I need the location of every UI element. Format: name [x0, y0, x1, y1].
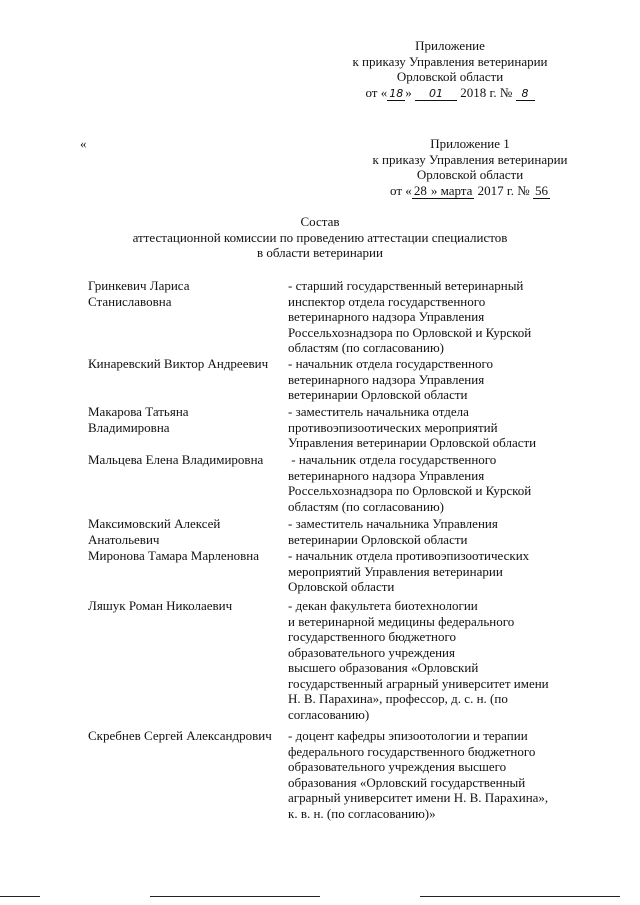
appendix-label-1: Приложение 1: [430, 136, 510, 151]
member-name: Кинаревский Виктор Андреевич: [88, 356, 269, 371]
member-position: - начальник отдела государственного ветеринарного надзора Управления ветеринарии Орловской области: [288, 356, 494, 402]
date-prefix-2: от «: [390, 182, 412, 198]
member-position: - начальник отдела государственного ветеринарного надзора Управления Россельхознадзора по Орловской и Курской областям (по согласованию): [288, 452, 532, 514]
member-name: Миронова Тамара Марленовна: [88, 548, 260, 563]
member-name: Макарова Татьяна Владимировна: [88, 404, 189, 435]
member-name: Мальцева Елена Владимировна: [88, 452, 264, 467]
document-title: [0, 214, 640, 261]
title-line-2: аттестационной комиссии по проведению аттестации специалистов: [132, 229, 508, 245]
scan-edge-line-right: [420, 896, 620, 897]
order-day-2: 28: [413, 182, 427, 198]
appendix-header-current: [330, 38, 570, 101]
member-position: - начальник отдела противоэпизоотических мероприятий Управления ветеринарии Орловской области: [288, 548, 530, 594]
member-position: - заместитель начальника отдела противоэпизоотических мероприятий Управления ветеринарии Орловской области: [288, 404, 537, 450]
member-name: Скребнев Сергей Александрович: [88, 728, 272, 743]
order-date-line-2: [350, 183, 590, 199]
member-name: Максимовский Алексей Анатольевич: [88, 516, 221, 547]
order-year-2: 2017 г. №: [477, 182, 530, 198]
handwritten-month: 01: [415, 87, 457, 101]
member-position: - старший государственный ветеринарный инспектор отдела государственного ветеринарного надзора Управления Россельхознадзора по Орловской и Курской областям (по согласованию): [288, 278, 532, 355]
member-name: Ляшук Роман Николаевич: [88, 598, 233, 613]
handwritten-order-number: 8: [516, 87, 535, 101]
scan-edge-line-middle: [150, 896, 320, 897]
order-number-2: 56: [534, 182, 548, 198]
handwritten-day: 18: [389, 86, 404, 100]
member-name: Гринкевич Лариса Станиславовна: [88, 278, 190, 309]
region-name-2: Орловской области: [416, 167, 524, 182]
date-mid: »: [405, 84, 412, 100]
opening-quote: «: [80, 136, 87, 151]
title-line-1: Состав: [300, 214, 340, 229]
appendix-header-original: [350, 136, 590, 198]
title-line-3: в области ветеринарии: [257, 245, 383, 260]
region-name: Орловской области: [396, 69, 504, 84]
appendix-label: Приложение: [415, 38, 485, 53]
member-position: - заместитель начальника Управления ветеринарии Орловской области: [288, 516, 498, 547]
member-position: - доцент кафедры эпизоотологии и терапии федерального государственного бюджетного образовательного учреждения высшего образования «Орловский государственный аграрный университет имени Н. В. Парахина», к. в. н. (по согласованию)»: [288, 728, 549, 821]
order-reference: к приказу Управления ветеринарии: [352, 53, 548, 69]
order-reference-2: к приказу Управления ветеринарии: [372, 151, 568, 167]
order-year: 2018 г. №: [460, 84, 513, 100]
order-date-line: [330, 85, 570, 102]
scan-edge-line-left: [0, 896, 40, 897]
order-month-2: » марта: [430, 182, 473, 198]
member-position: - декан факультета биотехнологии и ветеринарной медицины федерального государственного бюджетного образовательного учреждения высшего образования «Орловский государственный аграрный университет имени Н. В. Парахина», профессор, д. с. н. (по согласованию): [288, 598, 549, 722]
date-prefix: от «: [365, 84, 388, 100]
